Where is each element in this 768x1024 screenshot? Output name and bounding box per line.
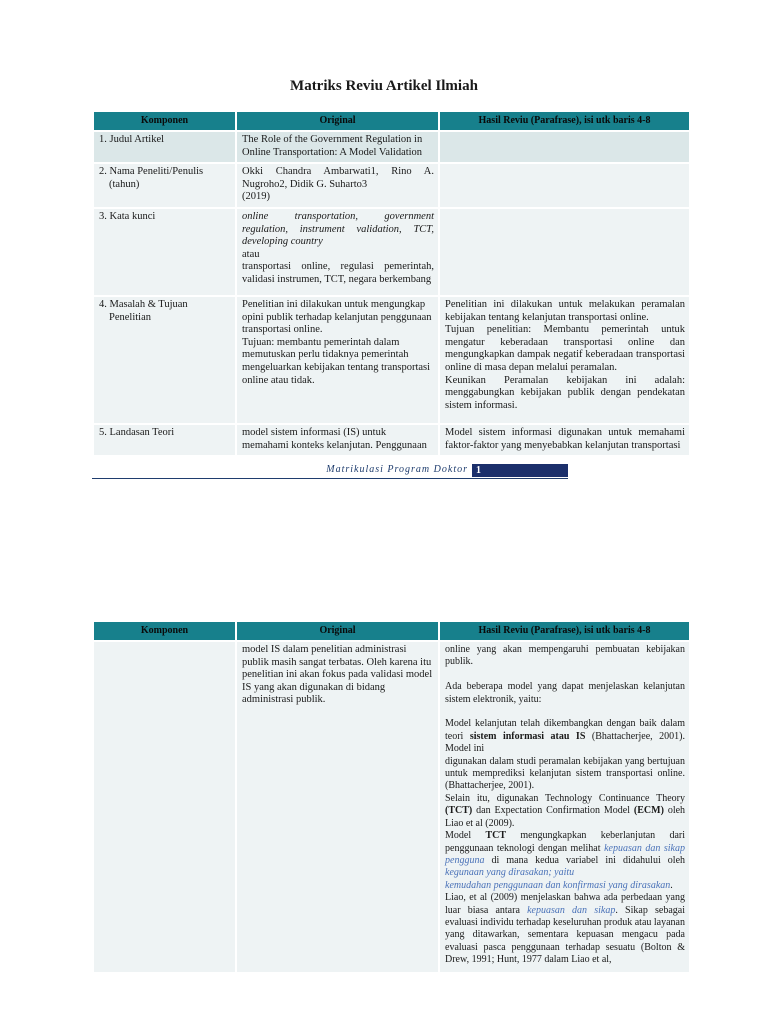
hasil-text: Model	[445, 830, 472, 842]
hasil-text: Selain itu, digunakan Technology Continuance Theory	[445, 792, 685, 804]
hasil-text: . Sikap sebagai evaluasi individu terhadap keseluruhan produk atau layanan yang ditawarkan, sementara kepuasan mengacu pada evaluasi pasca penggunaan terhadap sesuatu (Bolton & Drew, 1991; Hunt, 1977 dalam Liao et al,	[445, 904, 685, 966]
original-cell	[237, 642, 438, 972]
komponen-label-cont: Penelitian	[109, 311, 151, 323]
table-row	[94, 642, 689, 972]
hasil-bold-term: (TCT)	[445, 805, 473, 817]
hasil-text: Ada beberapa model yang dapat menjelaskan kelanjutan sistem elektronik, yaitu:	[445, 681, 685, 705]
komponen-label: 4. Masalah & Tujuan	[99, 298, 188, 310]
hasil-text: oleh Liao et al (2009).	[445, 805, 686, 829]
hasil-text: digunakan dalam studi peramalan kebijakan yang bertujuan untuk memprediksi kelanjutan sistem transportasi online. (Bhattacherjee, 2001).	[445, 755, 685, 792]
hasil-text: Model sistem informasi digunakan untuk memahami faktor-faktor yang menyebabkan kelanjutan transportasi	[445, 426, 685, 451]
header-komponen: Komponen	[94, 112, 235, 132]
original-cell	[237, 132, 438, 162]
footer-text: Matrikulasi Program Doktor	[326, 464, 468, 475]
hasil-paragraph	[445, 892, 685, 965]
header-original: Original	[237, 112, 438, 132]
hasil-text-purpose: Tujuan penelitian: Membantu pemerintah untuk mengatur keberadaan transportasi online dan mengungkapkan dampak negatif keberadaan transportasi online di masa depan melalui peramalan.	[445, 324, 685, 373]
hasil-cell	[440, 295, 689, 423]
hasil-highlight: kepuasan dan sikap pengguna	[445, 842, 685, 866]
original-text-year: (2019)	[242, 191, 270, 203]
original-text-purpose: Tujuan: membantu pemerintah dalam memutuskan perlu tidaknya pemerintah mengeluarkan kebijakan tentang transportasi online atau tidak.	[242, 336, 431, 386]
hasil-bold-term: TCT	[485, 830, 506, 842]
komponen-cell	[94, 132, 235, 162]
hasil-highlight: kepuasan dan sikap	[527, 904, 616, 916]
komponen-label: 5. Landasan Teori	[99, 426, 175, 438]
header-hasil-reviu: Hasil Reviu (Parafrase), isi utk baris 4-8	[440, 112, 689, 132]
hasil-bold-term: sistem informasi atau IS	[469, 730, 586, 742]
hasil-text: dan Expectation Confirmation Model	[476, 805, 631, 817]
review-matrix-page-2	[92, 622, 691, 972]
komponen-label: 2. Nama Peneliti/Penulis	[99, 166, 204, 178]
komponen-cell	[94, 207, 235, 295]
hasil-text: Penelitian ini dilakukan untuk melakukan peramalan kebijakan tentang kelanjutan transportasi online.	[445, 298, 685, 323]
page-number: 1	[472, 464, 568, 477]
hasil-cell	[440, 162, 689, 207]
hasil-text-uniqueness: Keunikan Peramalan kebijakan ini adalah: menggabungkan kebijakan publik dengan pendekatan sistem informasi.	[445, 374, 685, 411]
header-row	[94, 112, 689, 132]
header-original: Original	[237, 622, 438, 642]
komponen-label-cont: (tahun)	[109, 178, 140, 190]
hasil-paragraph	[445, 718, 685, 754]
hasil-cell	[440, 642, 689, 972]
hasil-text: .	[670, 879, 673, 891]
table-row	[94, 295, 689, 423]
keywords-indonesian: transportasi online, regulasi pemerintah, validasi instrumen, TCT, negara berkembang	[242, 261, 434, 285]
original-text: The Role of the Government Regulation in Online Transportation: A Model Validation	[242, 134, 423, 158]
page-footer	[92, 464, 568, 479]
hasil-highlight: kemudahan penggunaan dan konfirmasi yang dirasakan	[445, 879, 671, 891]
hasil-text: Liao, et al (2009) menjelaskan bahwa ada perbedaan yang luar biasa antara	[445, 892, 685, 916]
hasil-cell	[440, 423, 689, 455]
hasil-text: Model kelanjutan telah dikembangkan dengan baik dalam teori	[445, 718, 685, 742]
original-cell	[237, 162, 438, 207]
hasil-highlight: kegunaan yang dirasakan; yaitu	[445, 867, 575, 879]
original-cell	[237, 423, 438, 455]
page-title: Matriks Reviu Artikel Ilmiah	[290, 78, 478, 94]
table-row	[94, 162, 689, 207]
original-text: Okki Chandra Ambarwati1, Rino A. Nugroho2, Didik G. Suharto3	[242, 166, 434, 190]
review-matrix-page-1	[92, 112, 691, 455]
original-text: model IS dalam penelitian administrasi publik masih sangat terbatas. Oleh karena itu penelitian ini akan fokus pada validasi model IS yang akan digunakan di bidang administrasi publik.	[242, 644, 433, 706]
komponen-label: 3. Kata kunci	[99, 210, 156, 222]
original-text: model sistem informasi (IS) untuk memahami konteks kelanjutan. Penggunaan	[242, 426, 427, 451]
komponen-cell	[94, 423, 235, 455]
original-text: Penelitian ini dilakukan untuk mengungkap opini publik terhadap kelanjutan penggunaan transportasi online.	[242, 298, 432, 336]
keywords-separator: atau	[242, 248, 260, 260]
hasil-paragraph	[445, 830, 685, 891]
komponen-cell	[94, 162, 235, 207]
table-row	[94, 132, 689, 162]
komponen-cell	[94, 295, 235, 423]
hasil-text: mengungkapkan keberlanjutan dari penggunaan teknologi dengan melihat	[445, 830, 686, 854]
table-row	[94, 423, 689, 455]
table-row	[94, 207, 689, 295]
original-cell	[237, 207, 438, 295]
komponen-cell	[94, 642, 235, 972]
hasil-cell	[440, 132, 689, 162]
header-komponen: Komponen	[94, 622, 235, 642]
hasil-text: (Bhattacherjee, 2001). Model ini	[445, 730, 685, 755]
original-cell	[237, 295, 438, 423]
hasil-text: di mana kedua variabel ini didahului oleh	[491, 854, 686, 866]
hasil-text: online yang akan mempengaruhi pembuatan kebijakan publik.	[445, 644, 685, 668]
komponen-label: 1. Judul Artikel	[99, 134, 165, 145]
hasil-paragraph	[445, 793, 685, 829]
keywords-english: online transportation, government regulation, instrument validation, TCT, developing country	[242, 210, 434, 248]
hasil-bold-term: (ECM)	[633, 805, 664, 817]
header-hasil-reviu: Hasil Reviu (Parafrase), isi utk baris 4-8	[440, 622, 689, 642]
hasil-cell	[440, 207, 689, 295]
header-row	[94, 622, 689, 642]
